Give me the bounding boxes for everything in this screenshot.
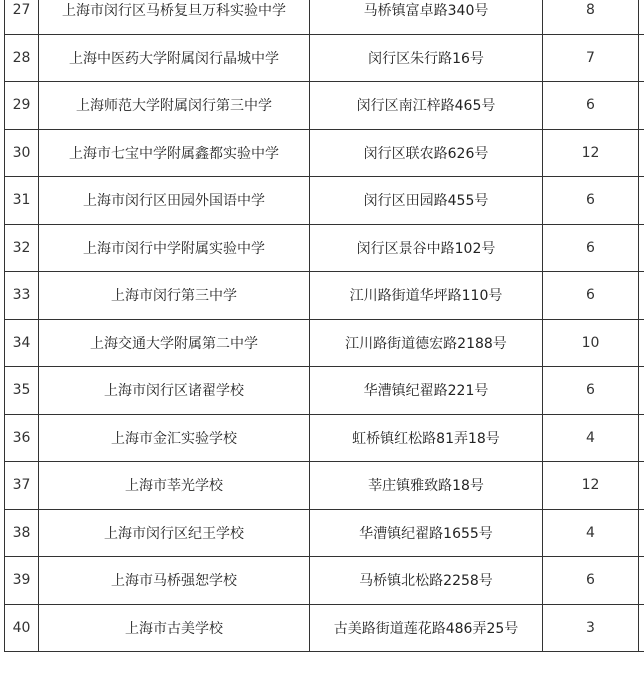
school-name-cell: 上海市金汇实验学校	[39, 414, 310, 462]
table-edge-cell	[639, 272, 644, 320]
school-address-cell: 马桥镇富卓路340号	[310, 0, 543, 34]
school-name-cell: 上海交通大学附属第二中学	[39, 319, 310, 367]
table-edge-cell	[639, 177, 644, 225]
table-edge-cell	[639, 0, 644, 34]
table-edge-cell	[639, 319, 644, 367]
row-number-cell: 28	[5, 34, 39, 82]
school-address-cell: 莘庄镇雅致路18号	[310, 462, 543, 510]
table-row	[5, 0, 644, 34]
class-count-cell: 8	[543, 0, 639, 34]
class-count-cell: 12	[543, 129, 639, 177]
school-address-cell: 华漕镇纪翟路1655号	[310, 509, 543, 557]
school-name-cell: 上海市马桥强恕学校	[39, 557, 310, 605]
table-edge-cell	[639, 82, 644, 130]
school-address-cell: 古美路街道莲花路486弄25号	[310, 604, 543, 652]
school-address-cell: 马桥镇北松路2258号	[310, 557, 543, 605]
school-address-cell: 华漕镇纪翟路221号	[310, 367, 543, 415]
row-number-cell: 34	[5, 319, 39, 367]
class-count-cell: 6	[543, 177, 639, 225]
table-row	[5, 34, 644, 82]
table-row	[5, 129, 644, 177]
class-count-cell: 3	[543, 604, 639, 652]
table-edge-cell	[639, 34, 644, 82]
row-number-cell: 40	[5, 604, 39, 652]
row-number-cell: 32	[5, 224, 39, 272]
table-edge-cell	[639, 509, 644, 557]
school-name-cell: 上海市莘光学校	[39, 462, 310, 510]
school-name-cell: 上海市闵行区马桥复旦万科实验中学	[39, 0, 310, 34]
school-address-cell: 虹桥镇红松路81弄18号	[310, 414, 543, 462]
table-row	[5, 272, 644, 320]
row-number-cell: 27	[5, 0, 39, 34]
table-row	[5, 224, 644, 272]
school-name-cell: 上海市闵行中学附属实验中学	[39, 224, 310, 272]
table-row	[5, 319, 644, 367]
class-count-cell: 6	[543, 367, 639, 415]
table-edge-cell	[639, 557, 644, 605]
school-address-cell: 闵行区南江梓路465号	[310, 82, 543, 130]
class-count-cell: 6	[543, 82, 639, 130]
school-address-cell: 江川路街道德宏路2188号	[310, 319, 543, 367]
school-name-cell: 上海市闵行区田园外国语中学	[39, 177, 310, 225]
school-name-cell: 上海师范大学附属闵行第三中学	[39, 82, 310, 130]
class-count-cell: 4	[543, 414, 639, 462]
class-count-cell: 6	[543, 224, 639, 272]
table-row	[5, 414, 644, 462]
school-address-cell: 江川路街道华坪路110号	[310, 272, 543, 320]
school-name-cell: 上海中医药大学附属闵行晶城中学	[39, 34, 310, 82]
table-row	[5, 557, 644, 605]
row-number-cell: 38	[5, 509, 39, 557]
school-name-cell: 上海市古美学校	[39, 604, 310, 652]
table-row	[5, 177, 644, 225]
row-number-cell: 39	[5, 557, 39, 605]
row-number-cell: 31	[5, 177, 39, 225]
school-table-body	[5, 0, 644, 652]
school-address-cell: 闵行区景谷中路102号	[310, 224, 543, 272]
table-row	[5, 604, 644, 652]
table-edge-cell	[639, 129, 644, 177]
class-count-cell: 4	[543, 509, 639, 557]
row-number-cell: 37	[5, 462, 39, 510]
school-address-cell: 闵行区联农路626号	[310, 129, 543, 177]
row-number-cell: 29	[5, 82, 39, 130]
class-count-cell: 7	[543, 34, 639, 82]
class-count-cell: 10	[543, 319, 639, 367]
row-number-cell: 30	[5, 129, 39, 177]
school-name-cell: 上海市闵行第三中学	[39, 272, 310, 320]
row-number-cell: 36	[5, 414, 39, 462]
table-edge-cell	[639, 367, 644, 415]
school-name-cell: 上海市闵行区纪王学校	[39, 509, 310, 557]
table-row	[5, 462, 644, 510]
table-row	[5, 367, 644, 415]
table-edge-cell	[639, 604, 644, 652]
row-number-cell: 33	[5, 272, 39, 320]
table-row	[5, 509, 644, 557]
school-name-cell: 上海市闵行区诸翟学校	[39, 367, 310, 415]
table-edge-cell	[639, 224, 644, 272]
school-name-cell: 上海市七宝中学附属鑫都实验中学	[39, 129, 310, 177]
table-edge-cell	[639, 414, 644, 462]
row-number-cell: 35	[5, 367, 39, 415]
school-address-cell: 闵行区田园路455号	[310, 177, 543, 225]
class-count-cell: 12	[543, 462, 639, 510]
class-count-cell: 6	[543, 557, 639, 605]
school-table	[4, 0, 644, 652]
table-row	[5, 82, 644, 130]
table-edge-cell	[639, 462, 644, 510]
class-count-cell: 6	[543, 272, 639, 320]
school-address-cell: 闵行区朱行路16号	[310, 34, 543, 82]
